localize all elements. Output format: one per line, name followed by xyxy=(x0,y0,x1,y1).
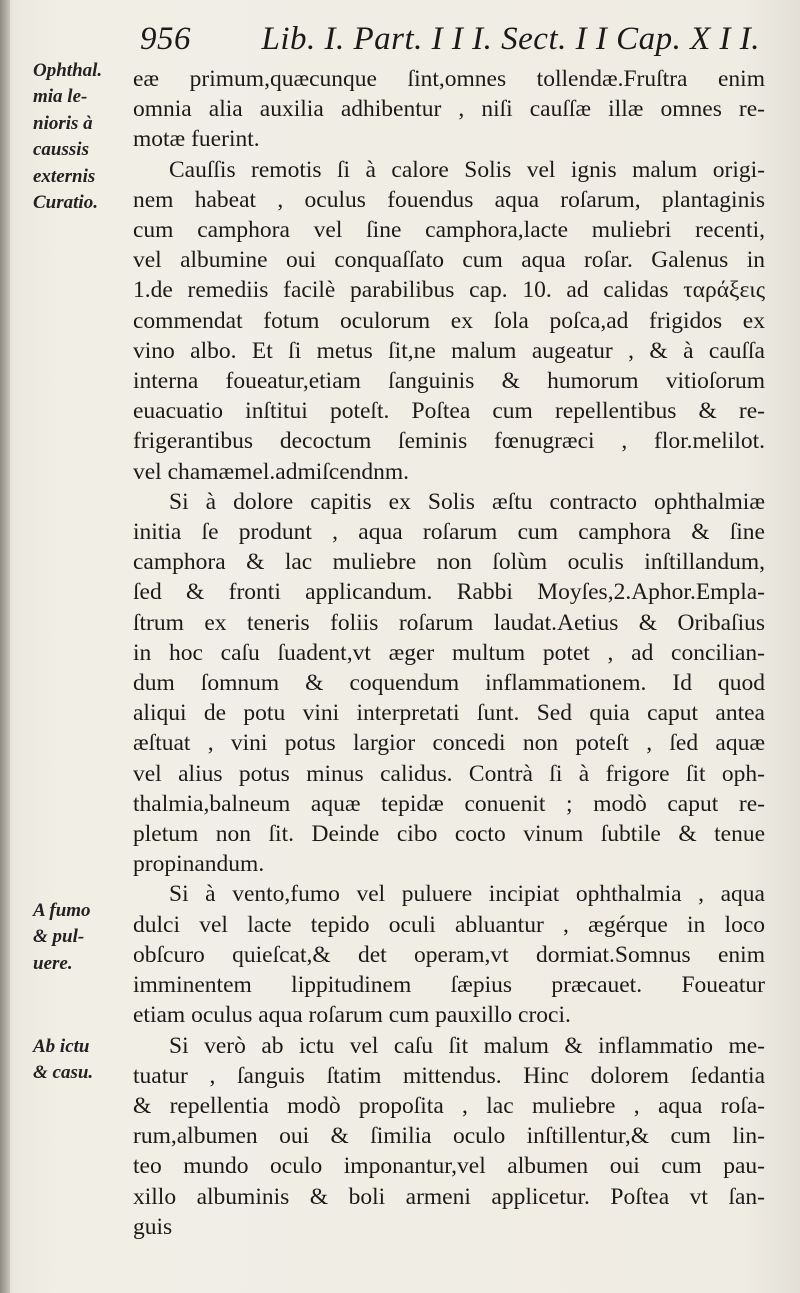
text-line: in hoc caſu ſuadent,vt æger multum potet , ad concilian- xyxy=(133,639,765,666)
running-header xyxy=(140,18,760,60)
text-line: initia ſe produnt , aqua roſarum cum camphora & ſine xyxy=(133,519,765,546)
text-line: vino albo. Et ſi metus ſit,ne malum augeatur , & à cauſſa xyxy=(133,337,765,364)
margin-note-line: caussis xyxy=(33,139,89,161)
text-line: thalmia,balneum aquæ tepidæ conuenit ; modò caput re- xyxy=(133,790,765,817)
text-line: propinandum. xyxy=(133,851,265,878)
margin-note-line: nioris à xyxy=(33,112,93,134)
text-line: camphora & lac muliebre non ſolùm oculis inſtillandum, xyxy=(133,549,765,576)
text-line: Si à dolore capitis ex Solis æſtu contracto ophthalmiæ xyxy=(169,488,765,515)
text-line: teo mundo oculo imponantur,vel albumen oui cum pau- xyxy=(133,1153,765,1180)
margin-note-line: Curatio. xyxy=(33,192,98,214)
text-line: imminentem lippitudinem ſæpius præcauet. Foueatur xyxy=(133,972,765,999)
text-line: Si verò ab ictu vel caſu ſit malum & inflammatio me- xyxy=(169,1032,765,1059)
text-line: interna foueatur,etiam ſanguinis & humorum vitioſorum xyxy=(133,368,765,395)
margin-note-line: A fumo xyxy=(33,900,91,921)
text-line: rum,albumen oui & ſimilia oculo inſtillentur,& cum lin- xyxy=(133,1123,765,1150)
text-line: dulci vel lacte tepido oculi abluantur , ægérque in loco xyxy=(133,911,765,938)
margin-note-ictu xyxy=(33,1034,128,1087)
text-line: Si à vento,fumo vel puluere incipiat ophthalmia , aqua xyxy=(169,881,765,908)
margin-note-line: externis xyxy=(33,165,96,187)
text-line: eæ primum,quæcunque ſint,omnes tollendæ.Fruſtra enim xyxy=(133,66,765,92)
margin-note-line: Ophthal. xyxy=(33,60,103,81)
text-line: 1.de remediis facilè parabilibus cap. 10. ad calidas ταράξεις xyxy=(133,277,765,304)
text-line: ſed & fronti applicandum. Rabbi Moyſes,2.Aphor.Empla- xyxy=(133,579,765,606)
margin-note-line: & pul- xyxy=(33,926,85,948)
text-line: vel alius potus minus calidus. Contrà ſi à frigore ſit oph- xyxy=(133,760,765,787)
running-title: Lib. I. Part. I I I. Sect. I I Cap. X I I. xyxy=(261,20,760,57)
body-text xyxy=(133,64,765,1242)
page-number: 956 xyxy=(140,20,191,57)
text-line: & repellentia modò propoſita , lac muliebre , aqua roſa- xyxy=(133,1092,765,1119)
text-line: etiam oculus aqua roſarum cum pauxillo croci. xyxy=(133,1002,571,1029)
text-line: vel chamæmel.admiſcendnm. xyxy=(133,458,410,485)
text-line: vel albumine oui conquaſſato cum aqua roſar. Galenus in xyxy=(133,247,765,274)
text-line: frigerantibus decoctum ſeminis fœnugræci , flor.melilot. xyxy=(133,428,765,455)
text-line: dum ſomnum & coquendum inflammationem. Id quod xyxy=(133,670,765,697)
margin-note-line: & casu. xyxy=(33,1062,94,1084)
text-line: aliqui de potu vini interpretati ſunt. Sed quia caput antea xyxy=(133,700,765,727)
text-line: Cauſſis remotis ſi à calore Solis vel ignis malum origi- xyxy=(169,156,765,183)
text-line: obſcuro quieſcat,& det operam,vt dormiat.Somnus enim xyxy=(133,941,765,968)
text-line: cum camphora vel ſine camphora,lacte muliebri recenti, xyxy=(133,217,765,244)
margin-note-line: mia le- xyxy=(33,86,88,108)
text-line: tuatur , ſanguis ſtatim mittendus. Hinc dolorem ſedantia xyxy=(133,1062,765,1089)
text-line: commendat fotum oculorum ex ſola poſca,ad frigidos ex xyxy=(133,307,765,334)
text-line: omnia alia auxilia adhibentur , niſi cauſſæ illæ omnes re- xyxy=(133,96,765,123)
margin-note-line: Ab ictu xyxy=(33,1036,90,1057)
text-line: æſtuat , vini potus largior concedi non poteſt , ſed aquæ xyxy=(133,730,765,757)
margin-note-fumo xyxy=(33,898,128,977)
text-line: euacuatio inſtitui poteſt. Poſtea cum repellentibus & re- xyxy=(133,398,765,425)
text-line: guis xyxy=(133,1213,173,1240)
margin-note-line: uere. xyxy=(33,952,73,974)
text-line: motæ fuerint. xyxy=(133,126,260,153)
text-line: ſtrum ex teneris foliis roſarum laudat.Aetius & Oribaſius xyxy=(133,609,765,636)
margin-note-ophthalmia xyxy=(33,58,128,216)
text-line: nem habeat , oculus fouendus aqua roſarum, plantaginis xyxy=(133,186,765,213)
text-line: xillo albuminis & boli armeni applicetur. Poſtea vt ſan- xyxy=(133,1183,765,1210)
text-line: pletum non ſit. Deinde cibo cocto vinum ſubtile & tenue xyxy=(133,821,765,848)
page-binding-edge xyxy=(0,0,10,1293)
